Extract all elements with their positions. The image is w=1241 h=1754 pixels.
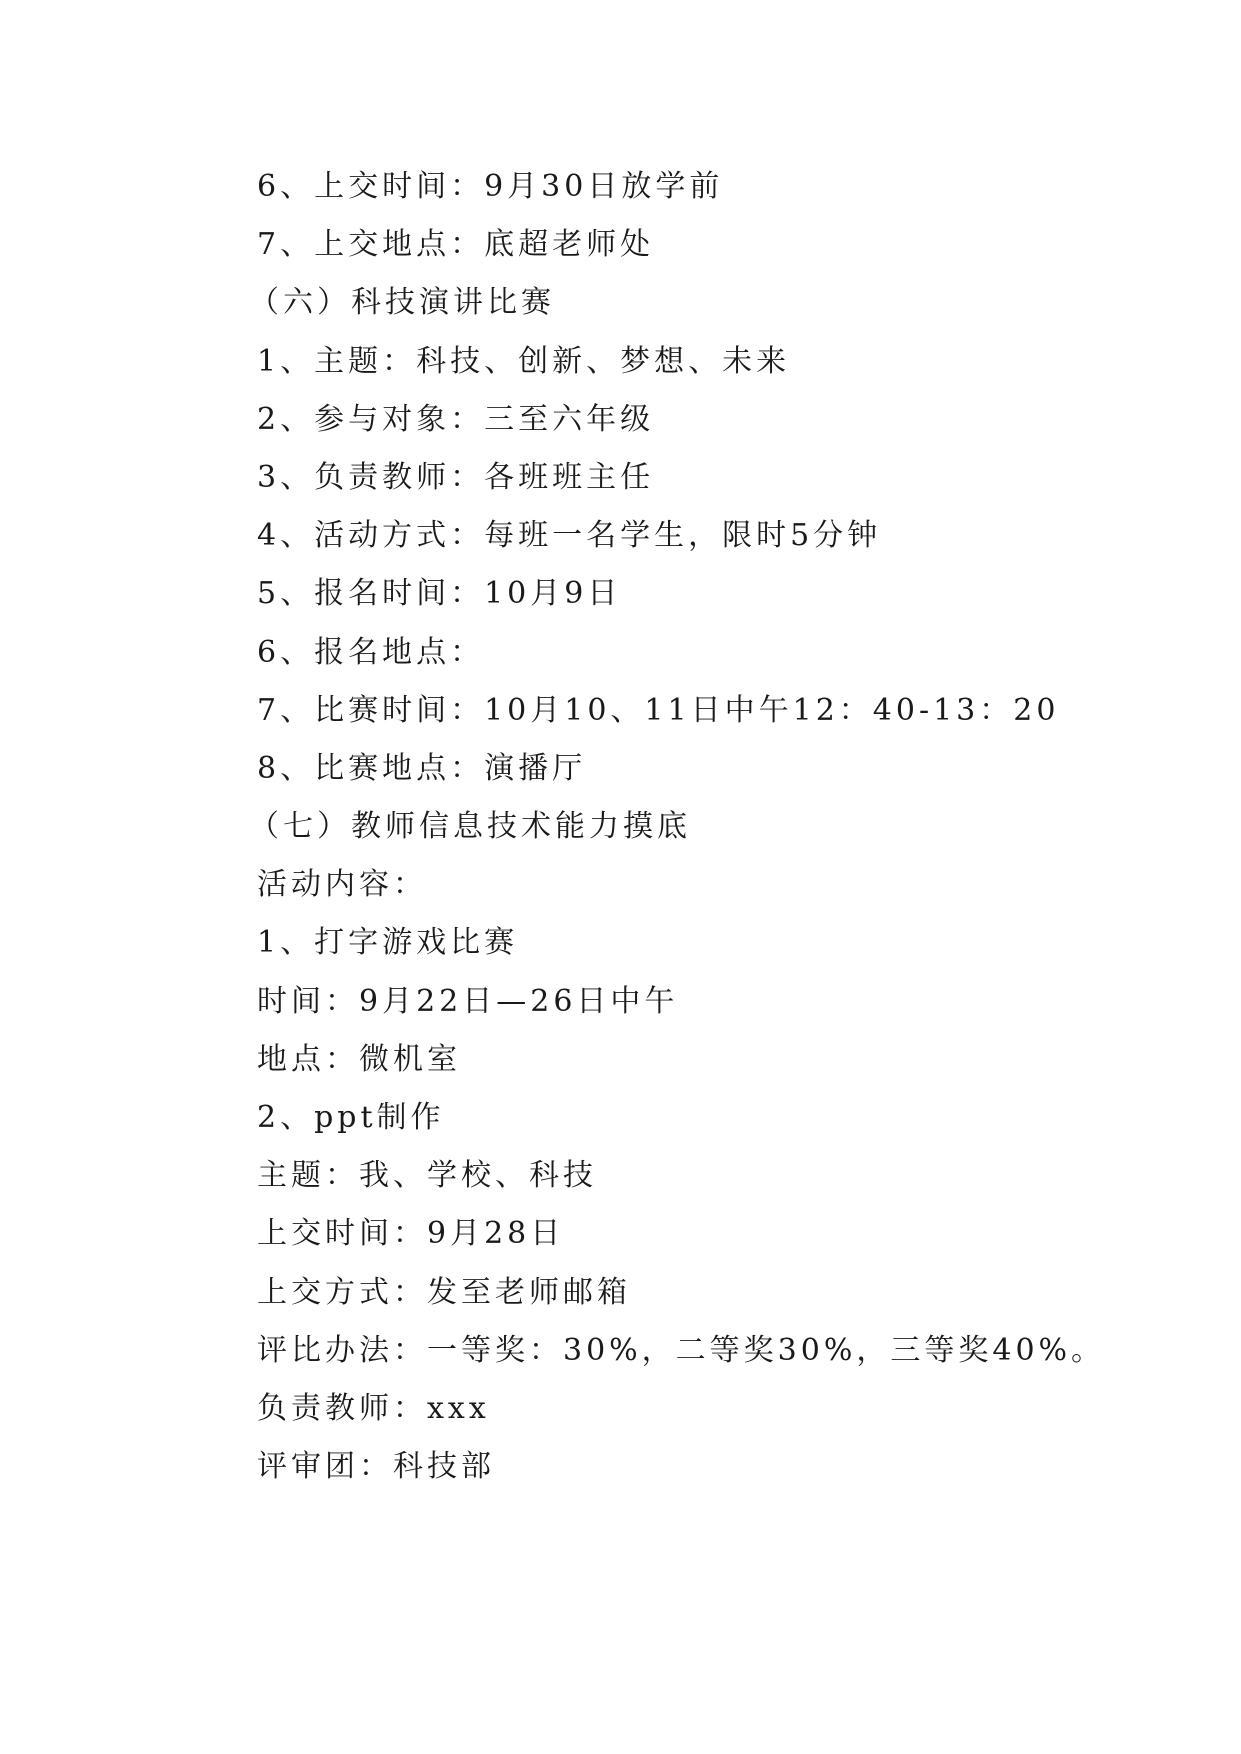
text-line: 7、比赛时间：10月10、11日中午12：40-13：20 xyxy=(257,692,1060,728)
text-line: 主题：我、学校、科技 xyxy=(257,1158,597,1194)
text-line: 2、ppt制作 xyxy=(257,1100,445,1135)
section-heading: （七）教师信息技术能力摸底 xyxy=(249,809,691,845)
text-line: 6、报名地点： xyxy=(257,634,485,670)
text-line: 评比办法：一等奖：30%，二等奖30%，三等奖40%。 xyxy=(257,1332,1106,1368)
text-line: 上交时间：9月28日 xyxy=(257,1216,565,1252)
text-line: 5、报名时间：10月9日 xyxy=(257,576,622,612)
document-body xyxy=(249,158,1157,1496)
text-line: 活动内容： xyxy=(257,867,427,903)
text-line: 评审团：科技部 xyxy=(257,1449,495,1485)
text-line: 8、比赛地点：演播厅 xyxy=(257,750,587,786)
text-line: 4、活动方式：每班一名学生，限时5分钟 xyxy=(257,518,882,554)
text-line: 7、上交地点：底超老师处 xyxy=(257,227,655,263)
section-heading: （六）科技演讲比赛 xyxy=(249,285,555,321)
text-line: 地点：微机室 xyxy=(257,1041,461,1077)
text-line: 3、负责教师：各班班主任 xyxy=(257,459,655,495)
text-line: 负责教师：xxx xyxy=(257,1390,490,1426)
text-line: 上交方式：发至老师邮箱 xyxy=(257,1274,631,1310)
text-line: 时间：9月22日—26日中午 xyxy=(257,983,679,1019)
text-line: 1、打字游戏比赛 xyxy=(257,925,519,961)
text-line: 2、参与对象：三至六年级 xyxy=(257,401,655,437)
text-line: 1、主题：科技、创新、梦想、未来 xyxy=(257,343,791,379)
text-line: 6、上交时间：9月30日放学前 xyxy=(257,169,724,204)
